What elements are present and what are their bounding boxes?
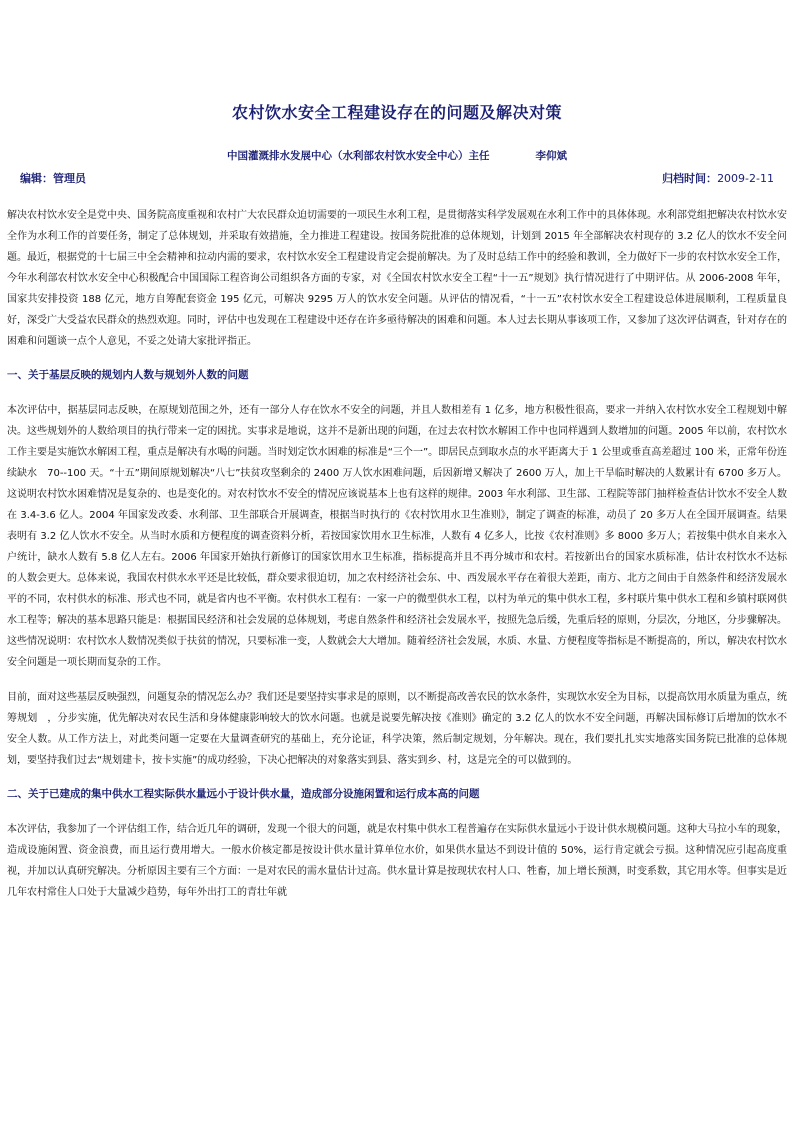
archive-label: 归档时间： bbox=[662, 172, 718, 185]
article-body bbox=[7, 205, 787, 917]
body-paragraph: 本次评估中，据基层同志反映，在原规划范围之外，还有一部分人存在饮水不安全的问题，并且人数相差有 1 亿多，地方积极性很高，要求一并纳入农村饮水安全工程规划中解决。这些规划外的人数给项目的执行带来一定的困扰。实事求是地说，这并不是新出现的问题，在过去农村饮水解困工作中也同样遇到人数增加的问题。2005 年以前，农村饮水工作主要是实施饮水解困工程，重点是解决有水喝的问题。当时划定饮水困难的标准是“三个一”。即居民点到取水点的水平距离大于 1 公里或垂直高差超过 100 米，正常年份连续缺水 70--100 天。“十五”期间原规划解决“八七”扶贫攻坚剩余的 2400 万人饮水困难问题，后因新增又解决了 2600 万人，加上干旱临时解决的人数累计有 6700 多万人。这说明农村饮水困难情况是复杂的、也是变化的。对农村饮水不安全的情况应该说基本上也有这样的规律。2003 年水利部、卫生部、工程院等部门抽样检查估计饮水不安全人数在 3.4-3.6 亿人。2004 年国家发改委、水利部、卫生部联合开展调查，根据当时执行的《农村饮用水卫生准则》，制定了调查的标准，动员了 20 多万人在全国开展调查。结果表明有 3.2 亿人饮水不安全。从当时水质和方便程度的调查资料分析，若按国家饮用水卫生标准，人数有 4 亿多人，比按《农村准则》多 8000 多万人；若按集中供水自来水入户统计，缺水人数有 5.8 亿人左右。2006 年国家开始执行新修订的国家饮用水卫生标准，指标提高并且不再分城市和农村。若按新出台的国家水质标准，估计农村饮水不达标的人数会更大。总体来说，我国农村供水水平还是比较低，群众要求很迫切，加之农村经济社会东、中、西发展水平存在着很大差距，南方、北方之间由于自然条件和经济发展水平的不同，农村供水的标准、形式也不同，就是省内也不平衡。农村供水工程有：一家一户的微型供水工程，以村为单元的集中供水工程，多村联片集中供水工程和乡镇村联网供水工程等；解决的基本思路只能是：根据国民经济和社会发展的总体规划，考虑自然条件和经济社会发展水平，按照先急后缓，先重后轻的原则，分层次，分地区，分步骤解决。这些情况说明：农村饮水人数情况类似于扶贫的情况，只要标准一变，人数就会大大增加。随着经济社会发展，水质、水量、方便程度等指标是不断提高的，所以，解决农村饮水安全问题是一项长期而复杂的工作。 bbox=[7, 405, 787, 668]
editor-label: 编辑：管理员 bbox=[20, 172, 86, 185]
section-heading: 一、关于基层反映的规划内人数与规划外人数的问题 bbox=[7, 369, 249, 381]
archive-date: 2009-2-11 bbox=[717, 172, 774, 185]
article-title: 农村饮水安全工程建设存在的问题及解决对策 bbox=[231, 103, 562, 122]
body-paragraph: 目前，面对这些基层反映强烈，问题复杂的情况怎么办？我们还是要坚持实事求是的原则，以不断提高改善农民的饮水条件，实现饮水安全为目标，以提高饮用水质量为重点，统筹规划 ，分步实施，优先解决对农民生活和身体健康影响较大的饮水问题。也就是说要先解决按《准则》确定的 3.2 亿人的饮水不安全问题，再解决国标修订后增加的饮水不安全人数。从工作方法上，对此类问题一定要在大量调查研究的基础上，充分论证，科学决策，然后制定规划，分年解决。现在，我们要扎扎实实地落实国务院已批准的总体规划，要坚持我们过去“规划建卡，按卡实施”的成功经验，下决心把解决的对象落实到县、落实到乡、村，这是完全的可以做到的。 bbox=[7, 692, 787, 766]
archive-info bbox=[662, 170, 774, 186]
author-affiliation: 中国灌溉排水发展中心（水利部农村饮水安全中心）主任 bbox=[227, 150, 490, 162]
body-paragraph: 解决农村饮水安全是党中央、国务院高度重视和农村广大农民群众迫切需要的一项民生水利工程，是贯彻落实科学发展观在水利工作中的具体体现。水利部党组把解决农村饮水安全作为水利工作的首要任务，制定了总体规划，并采取有效措施，全力推进工程建设。按国务院批准的总体规划，计划到 2015 年全部解决农村现存的 3.2 亿人的饮水不安全问题。最近，根据党的十七届三中全会精神和拉动内需的要求，农村饮水安全工程建设肯定会提前解决。为了及时总结工作中的经验和教训，全力做好下一步的农村饮水安全工作，今年水利部农村饮水安全中心积极配合中国国际工程咨询公司组织各方面的专家，对《全国农村饮水安全工程“十一五”规划》执行情况进行了中期评估。从 2006-2008 年年，国家共安排投资 188 亿元，地方自筹配套资金 195 亿元，可解决 9295 万人的饮水安全问题。从评估的情况看，“十一五”农村饮水安全工程建设总体进展顺利，工程质量良好，深受广大受益农民群众的热烈欢迎。同时，评估中也发现在工程建设中还存在许多亟待解决的困难和问题。本人过去长期从事该项工作，又参加了这次评估调查，针对存在的困难和问题谈一点个人意见，不妥之处请大家批评指正。 bbox=[7, 210, 787, 347]
body-paragraph: 本次评估，我参加了一个评估组工作，结合近几年的调研，发现一个很大的问题，就是农村集中供水工程普遍存在实际供水量远小于设计供水规模问题。这种大马拉小车的现象，造成设施闲置、资金浪费，而且运行费用增大。一般水价核定都是按设计供水量计算单位水价，如果供水量达不到设计值的 50%，运行肯定就会亏损。这种情况应引起高度重视，并加以认真研究解决。分析原因主要有三个方面：一是对农民的需水量估计过高。供水量计算是按现状农村人口、牲畜，加上增长预测，时变系数，其它用水等。但事实是近几年农村常住人口处于大量减少趋势，每年外出打工的青壮年就 bbox=[7, 824, 787, 898]
section-heading: 二、关于已建成的集中供水工程实际供水量远小于设计供水量，造成部分设施闲置和运行成本高的问题 bbox=[7, 788, 480, 800]
author-name: 李仰斌 bbox=[535, 150, 567, 162]
author-byline bbox=[0, 148, 794, 163]
meta-row bbox=[20, 170, 774, 186]
